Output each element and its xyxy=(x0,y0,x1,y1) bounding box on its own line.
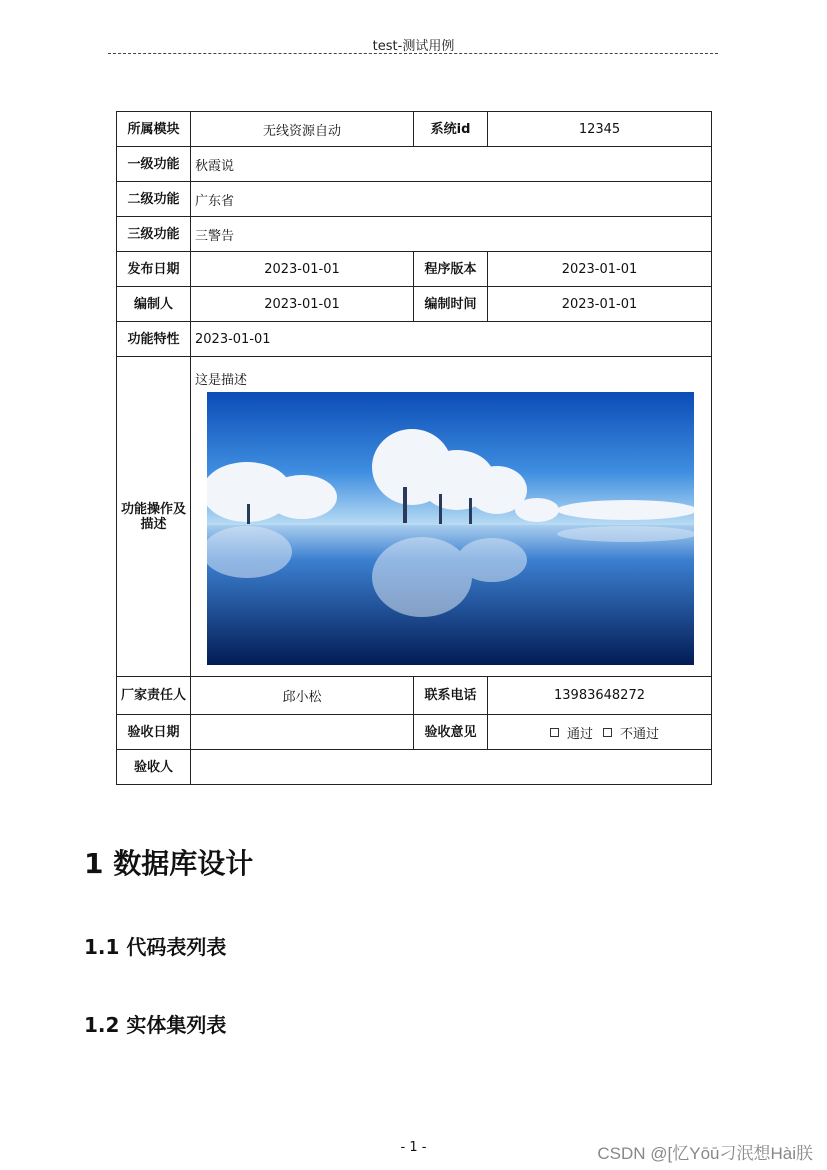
test-case-table xyxy=(116,111,712,785)
fail-checkbox[interactable] xyxy=(603,728,612,737)
row-acceptance xyxy=(117,715,712,750)
vendor-value: 邱小松 xyxy=(191,677,414,715)
level1-label: 一级功能 xyxy=(117,147,191,182)
row-operation xyxy=(117,357,712,677)
release-date-value: 2023-01-01 xyxy=(191,252,414,287)
level1-value: 秋霞说 xyxy=(191,147,712,182)
level2-value: 广东省 xyxy=(191,182,712,217)
module-value: 无线资源自动 xyxy=(191,112,414,147)
fail-option-label: 不通过 xyxy=(620,726,660,742)
row-level2 xyxy=(117,182,712,217)
section-heading-code-tables: 1.1 代码表列表 xyxy=(84,935,227,959)
csdn-credit: CSDN @[忆Yōū刁泯想Hài朕 xyxy=(597,1144,813,1163)
winter-lake-photo xyxy=(207,392,694,665)
header-divider xyxy=(108,53,718,54)
operation-description-text: 这是描述 xyxy=(195,372,248,388)
acceptance-date-label: 验收日期 xyxy=(117,715,191,750)
system-id-label: 系统id xyxy=(414,112,488,147)
module-label: 所属模块 xyxy=(117,112,191,147)
level3-label: 三级功能 xyxy=(117,217,191,252)
acceptor-value[interactable] xyxy=(191,750,712,785)
program-version-label: 程序版本 xyxy=(414,252,488,287)
feature-value: 2023-01-01 xyxy=(191,322,712,357)
row-feature xyxy=(117,322,712,357)
section-heading-entity-sets: 1.2 实体集列表 xyxy=(84,1013,227,1037)
pass-checkbox[interactable] xyxy=(550,728,559,737)
page-number: - 1 - xyxy=(400,1140,427,1155)
row-author xyxy=(117,287,712,322)
author-value: 2023-01-01 xyxy=(191,287,414,322)
release-date-label: 发布日期 xyxy=(117,252,191,287)
level2-label: 二级功能 xyxy=(117,182,191,217)
author-label: 编制人 xyxy=(117,287,191,322)
pass-option-label: 通过 xyxy=(566,726,593,742)
row-vendor xyxy=(117,677,712,715)
system-id-value: 12345 xyxy=(488,112,712,147)
phone-label: 联系电话 xyxy=(414,677,488,715)
acceptance-opinion-label: 验收意见 xyxy=(414,715,488,750)
program-version-value: 2023-01-01 xyxy=(488,252,712,287)
level3-value: 三警告 xyxy=(191,217,712,252)
row-level1 xyxy=(117,147,712,182)
row-module xyxy=(117,112,712,147)
vendor-label: 厂家责任人 xyxy=(117,677,191,715)
operation-label: 功能操作及描述 xyxy=(117,357,191,677)
phone-value: 13983648272 xyxy=(488,677,712,715)
section-heading-database-design: 1 数据库设计 xyxy=(84,847,254,880)
acceptance-opinion-options xyxy=(488,715,712,750)
row-acceptor xyxy=(117,750,712,785)
row-level3 xyxy=(117,217,712,252)
operation-description-cell xyxy=(191,357,712,677)
author-time-label: 编制时间 xyxy=(414,287,488,322)
feature-label: 功能特性 xyxy=(117,322,191,357)
author-time-value: 2023-01-01 xyxy=(488,287,712,322)
row-release xyxy=(117,252,712,287)
acceptor-label: 验收人 xyxy=(117,750,191,785)
acceptance-date-value[interactable] xyxy=(191,715,414,750)
page-header-title: test-测试用例 xyxy=(372,39,455,54)
